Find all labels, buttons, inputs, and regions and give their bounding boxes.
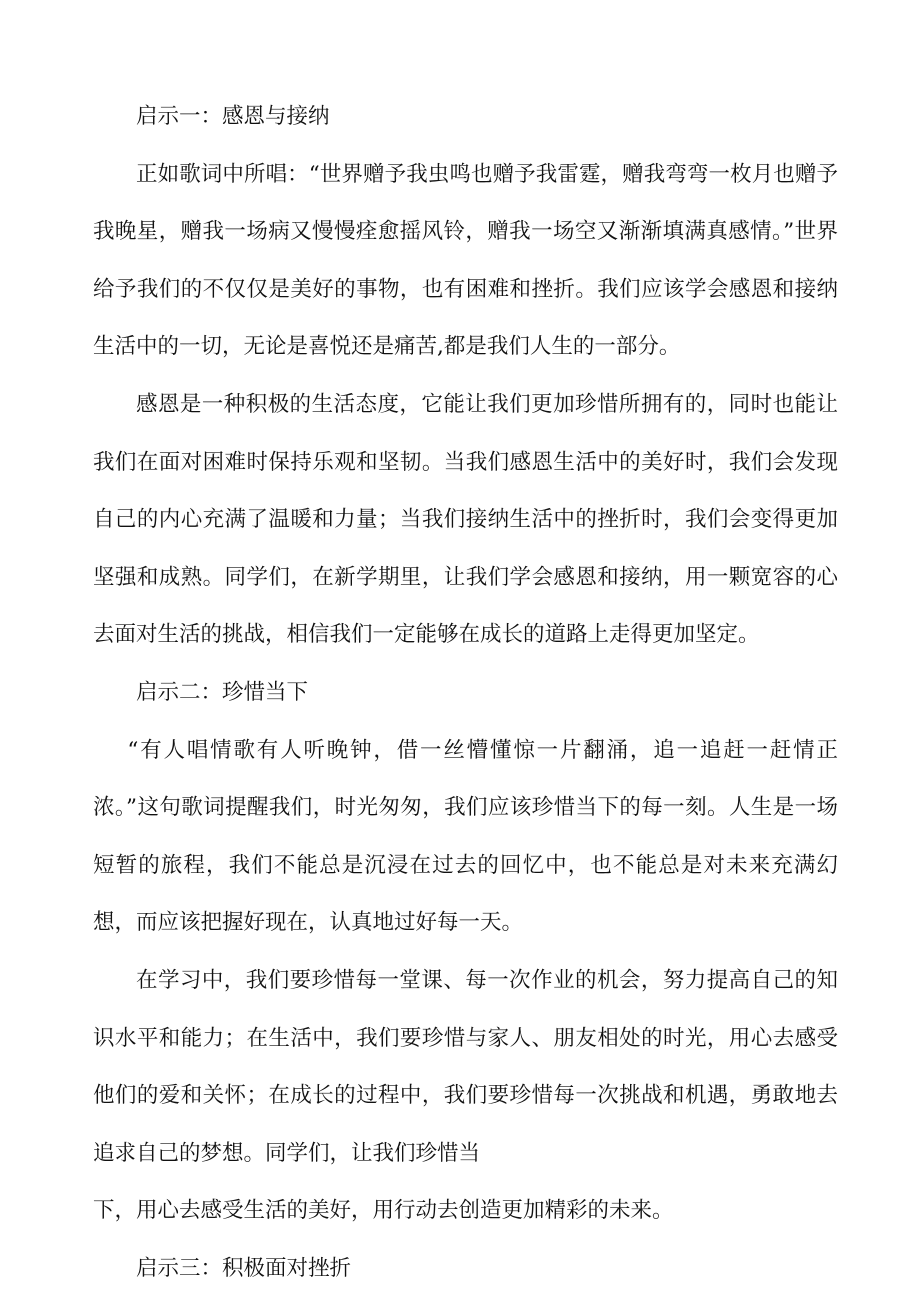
paragraph-1-2: 感恩是一种积极的生活态度，它能让我们更加珍惜所拥有的，同时也能让我们在面对困难时保持乐观和坚韧。当我们感恩生活中的美好时，我们会发现自己的内心充满了温暖和力量；当我们接纳生活中的挫折时，我们会变得更加坚强和成熟。同学们，在新学期里，让我们学会感恩和接纳，用一颗宽容的心去面对生活的挑战，相信我们一定能够在成长的道路上走得更加坚定。: [93, 391, 838, 648]
paragraph-2-1: “有人唱情歌有人听晚钟，借一丝懵懂惊一片翻涌，追一追赶一赶情正浓。”这句歌词提醒我们，时光匆匆，我们应该珍惜当下的每一刻。人生是一场短暂的旅程，我们不能总是沉浸在过去的回忆中，也不能总是对未来充满幻想，而应该把握好现在，认真地过好每一天。: [93, 737, 838, 936]
document-body: [93, 88, 838, 1297]
paragraph-1-1: 正如歌词中所唱：“世界赠予我虫鸣也赠予我雷霆，赠我弯弯一枚月也赠予我晚星，赠我一场病又慢慢痊愈摇风铃，赠我一场空又渐渐填满真感情。”世界给予我们的不仅仅是美好的事物，也有困难和挫折。我们应该学会感恩和接纳生活中的一切，无论是喜悦还是痛苦,都是我们人生的一部分。: [93, 161, 838, 360]
section-heading-3: 启示三：积极面对挫折: [136, 1255, 352, 1281]
section-heading-2: 启示二：珍惜当下: [136, 679, 309, 705]
paragraph-2-2: 在学习中，我们要珍惜每一堂课、每一次作业的机会，努力提高自己的知识水平和能力；在生活中，我们要珍惜与家人、朋友相处的时光，用心去感受他们的爱和关怀；在成长的过程中，我们要珍惜每一次挑战和机遇，勇敢地去追求自己的梦想。同学们，让我们珍惜当: [93, 967, 838, 1166]
paragraph-2-3: 下，用心去感受生活的美好，用行动去创造更加精彩的未来。: [93, 1198, 674, 1224]
section-heading-1: 启示一：感恩与接纳: [136, 104, 330, 129]
